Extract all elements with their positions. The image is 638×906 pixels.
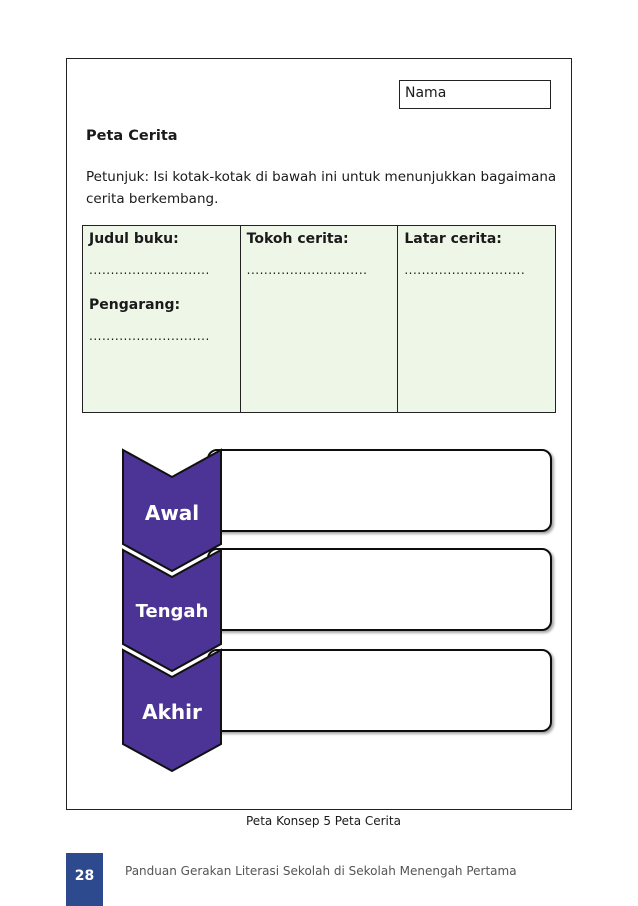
characters-blank: ............................ bbox=[246, 263, 368, 277]
author-label: Pengarang: bbox=[89, 297, 181, 313]
tengah-answer-box[interactable] bbox=[208, 549, 551, 630]
akhir-label: Akhir bbox=[142, 700, 202, 724]
book-title-label: Judul buku: bbox=[89, 231, 179, 247]
page-footer: Panduan Gerakan Literasi Sekolah di Sekolah Menengah Pertama bbox=[125, 864, 517, 878]
setting-label: Latar cerita: bbox=[404, 231, 502, 247]
setting-blank: ............................ bbox=[404, 263, 526, 277]
author-blank: ............................ bbox=[89, 329, 210, 343]
characters-label: Tokoh cerita: bbox=[246, 231, 349, 247]
tengah-label: Tengah bbox=[135, 601, 209, 622]
awal-label: Awal bbox=[144, 501, 200, 525]
instruction-text: Petunjuk: Isi kotak-kotak di bawah ini untuk menunjukkan bagaimana cerita berkembang. bbox=[86, 169, 557, 207]
figure-caption: Peta Konsep 5 Peta Cerita bbox=[246, 814, 401, 828]
book-title-blank: ............................ bbox=[89, 263, 210, 277]
akhir-answer-box[interactable] bbox=[208, 650, 551, 731]
page-title: Peta Cerita bbox=[86, 128, 178, 144]
page-number: 28 bbox=[66, 853, 103, 906]
awal-answer-box[interactable] bbox=[208, 450, 551, 531]
name-field[interactable]: Nama bbox=[399, 80, 551, 109]
